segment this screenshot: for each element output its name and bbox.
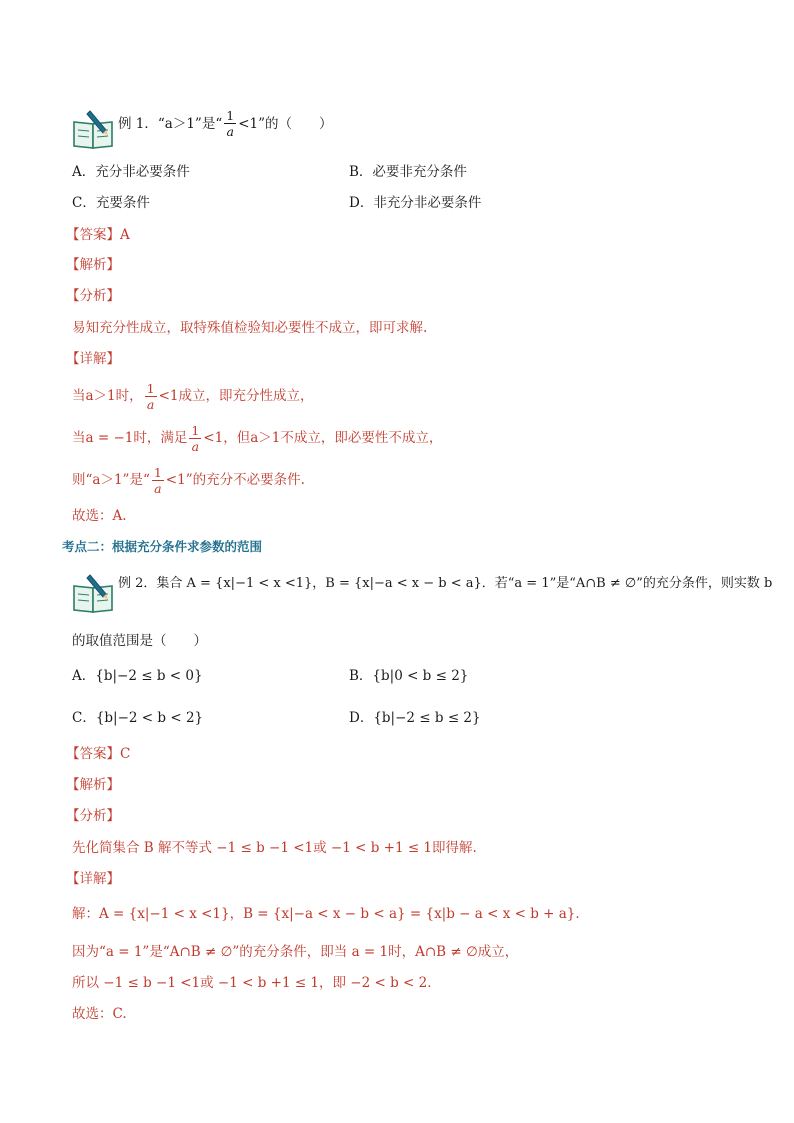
example-1-conclusion: 故选：A.: [72, 508, 127, 524]
example-2-conclusion: 故选：C.: [72, 1006, 127, 1022]
example-1-jiexi-heading: 【解析】: [66, 257, 120, 273]
example-2-option-a: A．{b|−2 ≤ b < 0}: [72, 668, 203, 684]
notebook-pencil-icon: [72, 108, 116, 150]
example-1-answer: 【答案】A: [66, 227, 130, 243]
example-2-xiangjie-heading: 【详解】: [66, 871, 120, 887]
example-2-option-b: B．{b|0 < b ≤ 2}: [349, 668, 469, 684]
notebook-pencil-icon-2: [72, 572, 116, 614]
example-2-detail-line-1: 解：A = {x|−1 < x <1}，B = {x|−a < x − b < a} = {x|b − a < x < b + a}．: [72, 906, 589, 922]
example-1-detail-line-3: 则“a＞1”是“ $\frac{1}{a}$ <1”的充分不必要条件.: [72, 465, 305, 497]
example-1-detail-line-2: 当a = −1时，满足 $\frac{1}{a}$ <1，但a＞1不成立，即必要性不成立，: [72, 423, 443, 455]
example-2-title: 例 2．集合 A = {x|−1 < x <1}，B = {x|−a < x − b < a}．若“a = 1”是“A∩B ≠ ∅”的充分条件，则实数 b: [118, 576, 773, 591]
example-1-option-a: A．充分非必要条件: [72, 164, 190, 180]
example-1-option-b: B．必要非充分条件: [349, 164, 467, 180]
example-1-analysis-text: 易知充分性成立，取特殊值检验知必要性不成立，即可求解.: [72, 320, 428, 336]
example-2-detail-line-3: 所以 −1 ≤ b −1 <1或 −1 < b +1 ≤ 1，即 −2 < b < 2．: [72, 975, 441, 991]
example-2-title-continued: 的取值范围是（ ）: [72, 633, 207, 649]
example-1-fenxi-heading: 【分析】: [66, 288, 120, 304]
section-2-title: 考点二：根据充分条件求参数的范围: [62, 539, 263, 554]
example-1-xiangjie-heading: 【详解】: [66, 351, 120, 367]
example-2-analysis-text: 先化简集合 B 解不等式 −1 ≤ b −1 <1或 −1 < b +1 ≤ 1即得解.: [72, 840, 477, 856]
example-2-jiexi-heading: 【解析】: [66, 777, 120, 793]
example-2-detail-line-2: 因为“a = 1”是“A∩B ≠ ∅”的充分条件，即当 a = 1时，A∩B ≠ ∅成立，: [72, 944, 519, 960]
example-2-option-d: D．{b|−2 ≤ b ≤ 2}: [349, 710, 481, 726]
example-1-option-c: C．充要条件: [72, 195, 150, 211]
example-1-option-d: D．非充分非必要条件: [349, 195, 482, 211]
example-2-fenxi-heading: 【分析】: [66, 808, 120, 824]
example-2-answer: 【答案】C: [66, 746, 131, 762]
example-1-detail-line-1: 当a＞1时， $\frac{1}{a}$ <1成立，即充分性成立，: [72, 381, 314, 413]
example-2-option-c: C．{b|−2 < b < 2}: [72, 710, 204, 726]
example-1-title: 例 1．“a＞1”是“ $\frac{1}{a}$ <1”的（ ）: [118, 108, 333, 140]
